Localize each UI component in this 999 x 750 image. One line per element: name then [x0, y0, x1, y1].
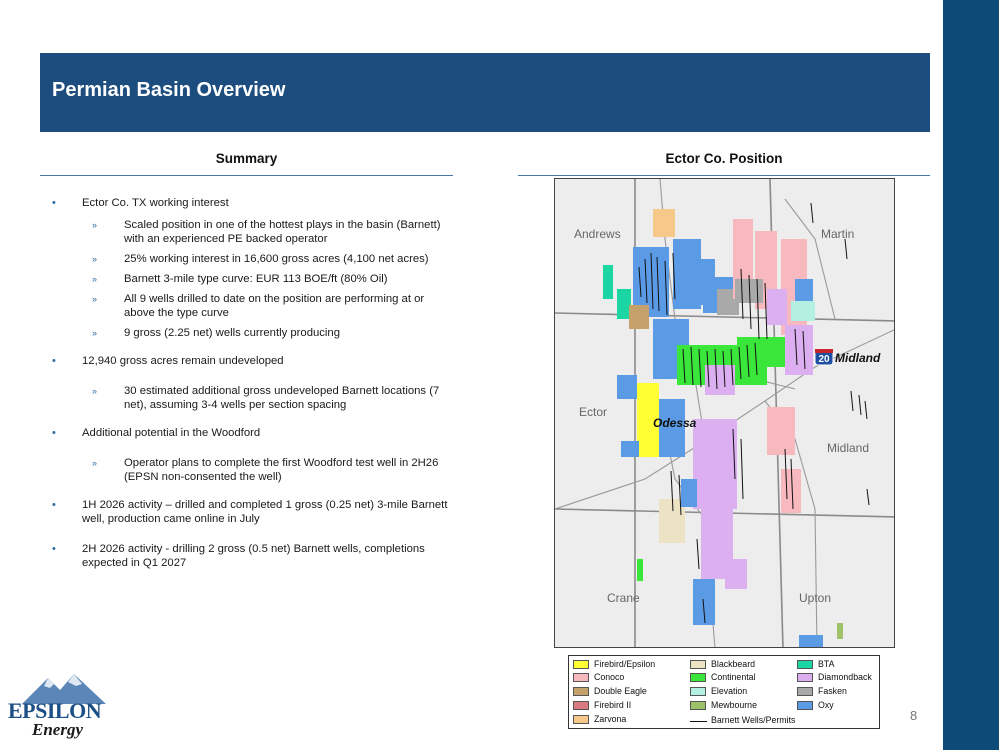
svg-text:20: 20	[818, 354, 830, 365]
bullet-3: • Additional potential in the Woodford	[52, 426, 452, 440]
county-label-andrews: Andrews	[574, 227, 621, 241]
map-heading: Ector Co. Position	[665, 151, 783, 166]
city-label-odessa: Odessa	[653, 416, 697, 430]
sub-bullet-1-3: » Barnett 3-mile type curve: EUR 113 BOE/ft (80% Oil)	[92, 273, 388, 285]
county-label-crane: Crane	[607, 591, 640, 605]
logo-wordmark: EPSILON	[8, 698, 102, 723]
arrow-icon: »	[92, 386, 98, 396]
county-label-midland: Midland	[827, 441, 870, 455]
county-label-upton: Upton	[799, 591, 832, 605]
sub-bullet-1-1: » Scaled position in one of the hottest plays in the basin (Barnett) with an experienced PE backed operator	[92, 219, 441, 245]
ector-county-map	[554, 178, 895, 648]
interstate-shield	[815, 349, 833, 365]
sub-bullet-3-1: » Operator plans to complete the first Woodford test well in 2H26 (EPSN non-consented the well)	[92, 457, 439, 483]
page-title: Permian Basin Overview	[52, 79, 286, 101]
arrow-icon: »	[92, 220, 98, 230]
bullet-1: • Ector Co. TX working interest	[52, 196, 452, 210]
bullet-2: • 12,940 gross acres remain undeveloped	[52, 354, 452, 368]
bullet-5: • 2H 2026 activity - drilling 2 gross (0.5 net) Barnett wells, completions expected in Q1 2027	[52, 542, 452, 570]
map-svg	[555, 179, 895, 648]
sub-bullet-1-5: » 9 gross (2.25 net) wells currently producing	[92, 327, 340, 339]
arrow-icon: »	[92, 254, 98, 264]
right-accent-band	[943, 0, 999, 750]
county-label-ector: Ector	[579, 405, 608, 419]
county-label-martin: Martin	[821, 227, 855, 241]
page-number: 8	[910, 708, 918, 723]
title-bar	[40, 53, 930, 132]
arrow-icon: »	[92, 274, 98, 284]
city-label-midland: Midland	[835, 351, 881, 365]
summary-heading: Summary	[215, 151, 278, 166]
sub-bullet-1-4: » All 9 wells drilled to date on the position are performing at or above the type curve	[92, 293, 425, 319]
bullet-4: • 1H 2026 activity – drilled and completed 1 gross (0.25 net) 3-mile Barnett well, production came online in July	[52, 498, 452, 526]
sub-bullet-1-2: » 25% working interest in 16,600 gross acres (4,100 net acres)	[92, 253, 429, 265]
arrow-icon: »	[92, 294, 98, 304]
logo-subtitle: Energy	[32, 720, 83, 739]
arrow-icon: »	[92, 328, 98, 338]
sub-bullet-2-1: » 30 estimated additional gross undeveloped Barnett locations (7 net), assuming 3-4 wells per section spacing	[92, 385, 440, 411]
map-legend: Firebird/Epsilon Conoco Double Eagle Firebird II Zarvona Blackbeard Continental Elevation Mewbourne Barnett Wells/Permits BTA Diamondback Fasken Oxy	[568, 655, 880, 729]
arrow-icon: »	[92, 458, 98, 468]
epsilon-energy-logo	[8, 672, 114, 742]
summary-list	[52, 196, 452, 578]
summary-divider	[40, 175, 453, 176]
map-divider	[518, 175, 930, 176]
